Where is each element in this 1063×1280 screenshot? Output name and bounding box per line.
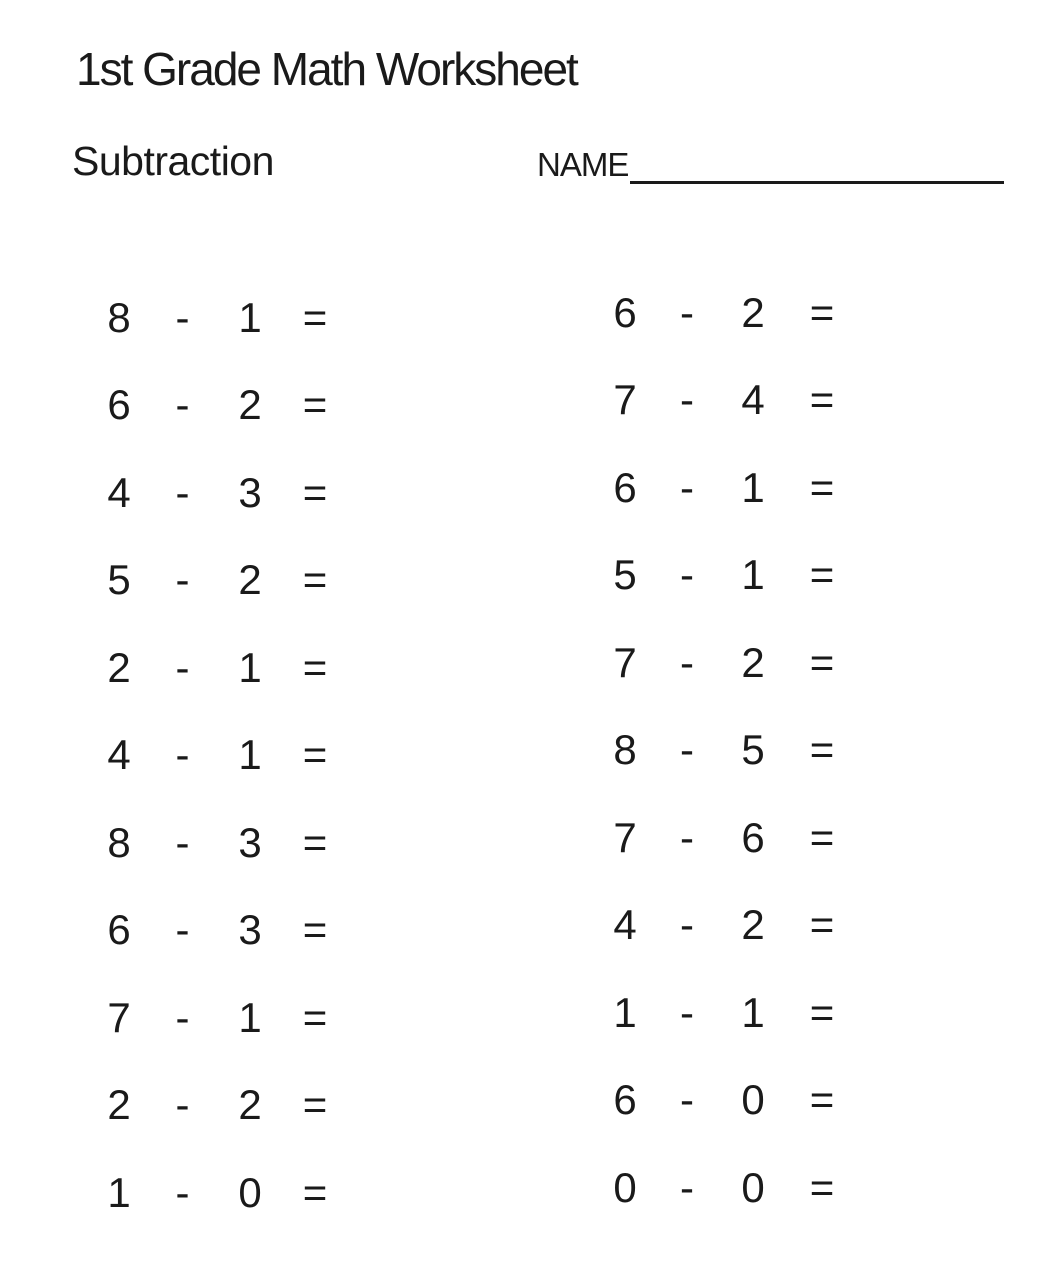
minuend: 1 xyxy=(613,988,637,1036)
minus-operator: - xyxy=(175,468,190,516)
minuend: 5 xyxy=(613,551,637,599)
minuend: 2 xyxy=(107,643,131,691)
equals-sign: = xyxy=(302,906,328,954)
minus-operator: - xyxy=(680,813,694,861)
equals-sign: = xyxy=(809,1076,835,1124)
minus-operator: - xyxy=(680,726,694,774)
equals-sign: = xyxy=(302,468,328,516)
minuend: 6 xyxy=(107,906,131,954)
minuend: 6 xyxy=(613,1076,637,1124)
subtrahend: 0 xyxy=(238,1168,262,1216)
equals-sign: = xyxy=(302,381,328,429)
equals-sign: = xyxy=(302,818,328,866)
name-fill-line xyxy=(630,150,1004,184)
problem-row xyxy=(595,532,857,620)
minus-operator: - xyxy=(680,376,694,424)
minuend: 8 xyxy=(613,726,637,774)
minus-operator: - xyxy=(175,731,190,779)
minuend: 7 xyxy=(613,638,637,686)
minuend: 7 xyxy=(613,376,637,424)
equals-sign: = xyxy=(302,293,328,341)
minus-operator: - xyxy=(680,988,694,1036)
minuend: 5 xyxy=(107,556,131,604)
problem-row xyxy=(88,274,507,362)
problem-row xyxy=(595,794,857,882)
minuend: 4 xyxy=(107,731,131,779)
equals-sign: = xyxy=(302,1168,328,1216)
minus-operator: - xyxy=(680,463,694,511)
minus-operator: - xyxy=(680,638,694,686)
problem-row xyxy=(88,537,507,625)
subtrahend: 0 xyxy=(741,1163,765,1211)
page-title: 1st Grade Math Worksheet xyxy=(76,43,577,95)
equals-sign: = xyxy=(809,463,835,511)
problem-row xyxy=(595,357,857,445)
minuend: 7 xyxy=(107,993,131,1041)
problem-row xyxy=(88,624,507,712)
problem-row xyxy=(88,1149,507,1237)
minus-operator: - xyxy=(680,901,694,949)
problem-row xyxy=(595,269,857,357)
minus-operator: - xyxy=(175,556,190,604)
subtrahend: 2 xyxy=(238,381,262,429)
subtrahend: 2 xyxy=(741,638,765,686)
minuend: 4 xyxy=(107,468,131,516)
equals-sign: = xyxy=(302,643,328,691)
problem-row xyxy=(595,1144,857,1232)
minus-operator: - xyxy=(175,906,190,954)
minus-operator: - xyxy=(175,293,190,341)
subtrahend: 1 xyxy=(238,293,262,341)
problem-row xyxy=(595,444,857,532)
minus-operator: - xyxy=(175,643,190,691)
subtrahend: 3 xyxy=(238,906,262,954)
problem-row xyxy=(595,969,857,1057)
problem-row xyxy=(88,712,507,800)
minuend: 6 xyxy=(613,463,637,511)
subtrahend: 1 xyxy=(238,731,262,779)
problem-row xyxy=(595,619,857,707)
problem-row xyxy=(88,974,507,1062)
problem-row xyxy=(595,1057,857,1145)
minuend: 8 xyxy=(107,818,131,866)
minus-operator: - xyxy=(175,381,190,429)
minuend: 2 xyxy=(107,1081,131,1129)
subtrahend: 1 xyxy=(741,551,765,599)
equals-sign: = xyxy=(809,901,835,949)
equals-sign: = xyxy=(809,1163,835,1211)
problem-row xyxy=(88,887,507,975)
name-label: NAME xyxy=(537,146,629,183)
minus-operator: - xyxy=(680,1163,694,1211)
subtrahend: 0 xyxy=(741,1076,765,1124)
problems-column-right xyxy=(595,269,857,1237)
minuend: 1 xyxy=(107,1168,131,1216)
equals-sign: = xyxy=(809,988,835,1036)
subtrahend: 1 xyxy=(238,643,262,691)
subtrahend: 2 xyxy=(238,1081,262,1129)
equals-sign: = xyxy=(302,556,328,604)
minuend: 0 xyxy=(613,1163,637,1211)
problem-row xyxy=(88,799,507,887)
equals-sign: = xyxy=(809,813,835,861)
problem-row xyxy=(88,362,507,450)
subtrahend: 2 xyxy=(741,288,765,336)
minuend: 8 xyxy=(107,293,131,341)
minus-operator: - xyxy=(175,818,190,866)
subtrahend: 2 xyxy=(238,556,262,604)
equals-sign: = xyxy=(302,1081,328,1129)
minus-operator: - xyxy=(175,1168,190,1216)
subtrahend: 3 xyxy=(238,818,262,866)
subtrahend: 4 xyxy=(741,376,765,424)
minus-operator: - xyxy=(680,288,694,336)
problem-row xyxy=(88,1062,507,1150)
minus-operator: - xyxy=(175,1081,190,1129)
minuend: 4 xyxy=(613,901,637,949)
minus-operator: - xyxy=(680,1076,694,1124)
equals-sign: = xyxy=(809,376,835,424)
subtrahend: 2 xyxy=(741,901,765,949)
equals-sign: = xyxy=(809,638,835,686)
subtrahend: 1 xyxy=(238,993,262,1041)
subtrahend: 1 xyxy=(741,988,765,1036)
problem-row xyxy=(595,882,857,970)
minuend: 6 xyxy=(613,288,637,336)
minuend: 6 xyxy=(107,381,131,429)
subtrahend: 5 xyxy=(741,726,765,774)
minuend: 7 xyxy=(613,813,637,861)
equals-sign: = xyxy=(809,551,835,599)
problem-row xyxy=(595,707,857,795)
problems-column-left xyxy=(88,274,507,1237)
subtrahend: 3 xyxy=(238,468,262,516)
equals-sign: = xyxy=(809,288,835,336)
minus-operator: - xyxy=(175,993,190,1041)
subtrahend: 6 xyxy=(741,813,765,861)
equals-sign: = xyxy=(302,731,328,779)
equals-sign: = xyxy=(302,993,328,1041)
problem-row xyxy=(88,449,507,537)
equals-sign: = xyxy=(809,726,835,774)
minus-operator: - xyxy=(680,551,694,599)
problems-area xyxy=(0,274,857,1237)
subtrahend: 1 xyxy=(741,463,765,511)
worksheet-subtitle: Subtraction xyxy=(72,138,274,184)
